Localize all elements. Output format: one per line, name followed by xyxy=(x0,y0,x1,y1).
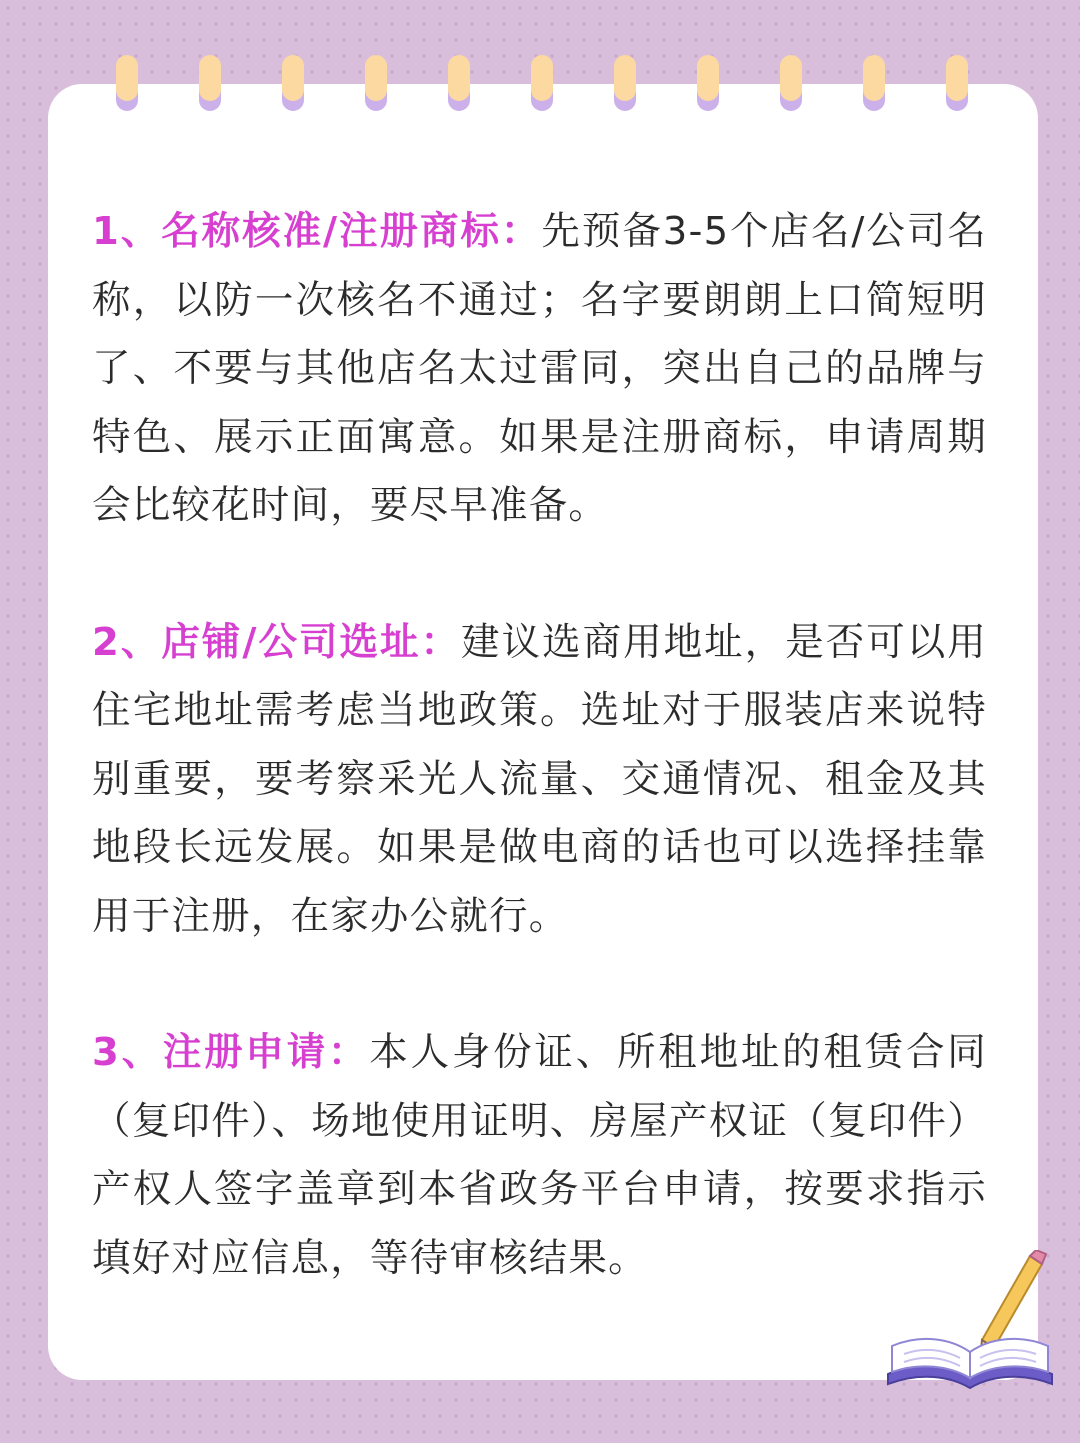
binder-ring xyxy=(780,55,802,111)
binder-ring xyxy=(697,55,719,111)
binder-ring xyxy=(282,55,304,111)
binder-ring xyxy=(614,55,636,111)
binder-ring xyxy=(863,55,885,111)
section-name-approval xyxy=(92,198,987,541)
binder-ring xyxy=(448,55,470,111)
binder-ring xyxy=(531,55,553,111)
section-heading: 1、名称核准/注册商标： xyxy=(92,209,542,254)
section-body: 建议选商用地址，是否可以用住宅地址需考虑当地政策。选址对于服装店来说特别重要，要考察采光人流量、交通情况、租金及其地段长远发展。如果是做电商的话也可以选择挂靠用于注册，在家办公就行。 xyxy=(92,619,987,939)
binder-rings xyxy=(0,0,1080,120)
binder-ring xyxy=(199,55,221,111)
section-site-selection xyxy=(92,609,987,952)
binder-ring xyxy=(946,55,968,111)
book-pencil-icon xyxy=(880,1250,1060,1400)
binder-ring xyxy=(116,55,138,111)
section-body: 先预备3-5个店名/公司名称，以防一次核名不通过；名字要朗朗上口简短明了、不要与其他店名太过雷同，突出自己的品牌与特色、展示正面寓意。如果是注册商标，申请周期会比较花时间，要尽早准备。 xyxy=(92,209,987,528)
binder-ring xyxy=(365,55,387,111)
section-heading: 2、店铺/公司选址： xyxy=(92,619,462,665)
article-content xyxy=(92,198,987,1361)
section-registration xyxy=(92,1019,987,1293)
section-body: 本人身份证、所租地址的租赁合同（复印件）、场地使用证明、房屋产权证（复印件）产权人签字盖章到本省政务平台申请，按要求指示填好对应信息，等待审核结果。 xyxy=(92,1030,987,1281)
section-heading: 3、注册申请： xyxy=(92,1030,370,1075)
